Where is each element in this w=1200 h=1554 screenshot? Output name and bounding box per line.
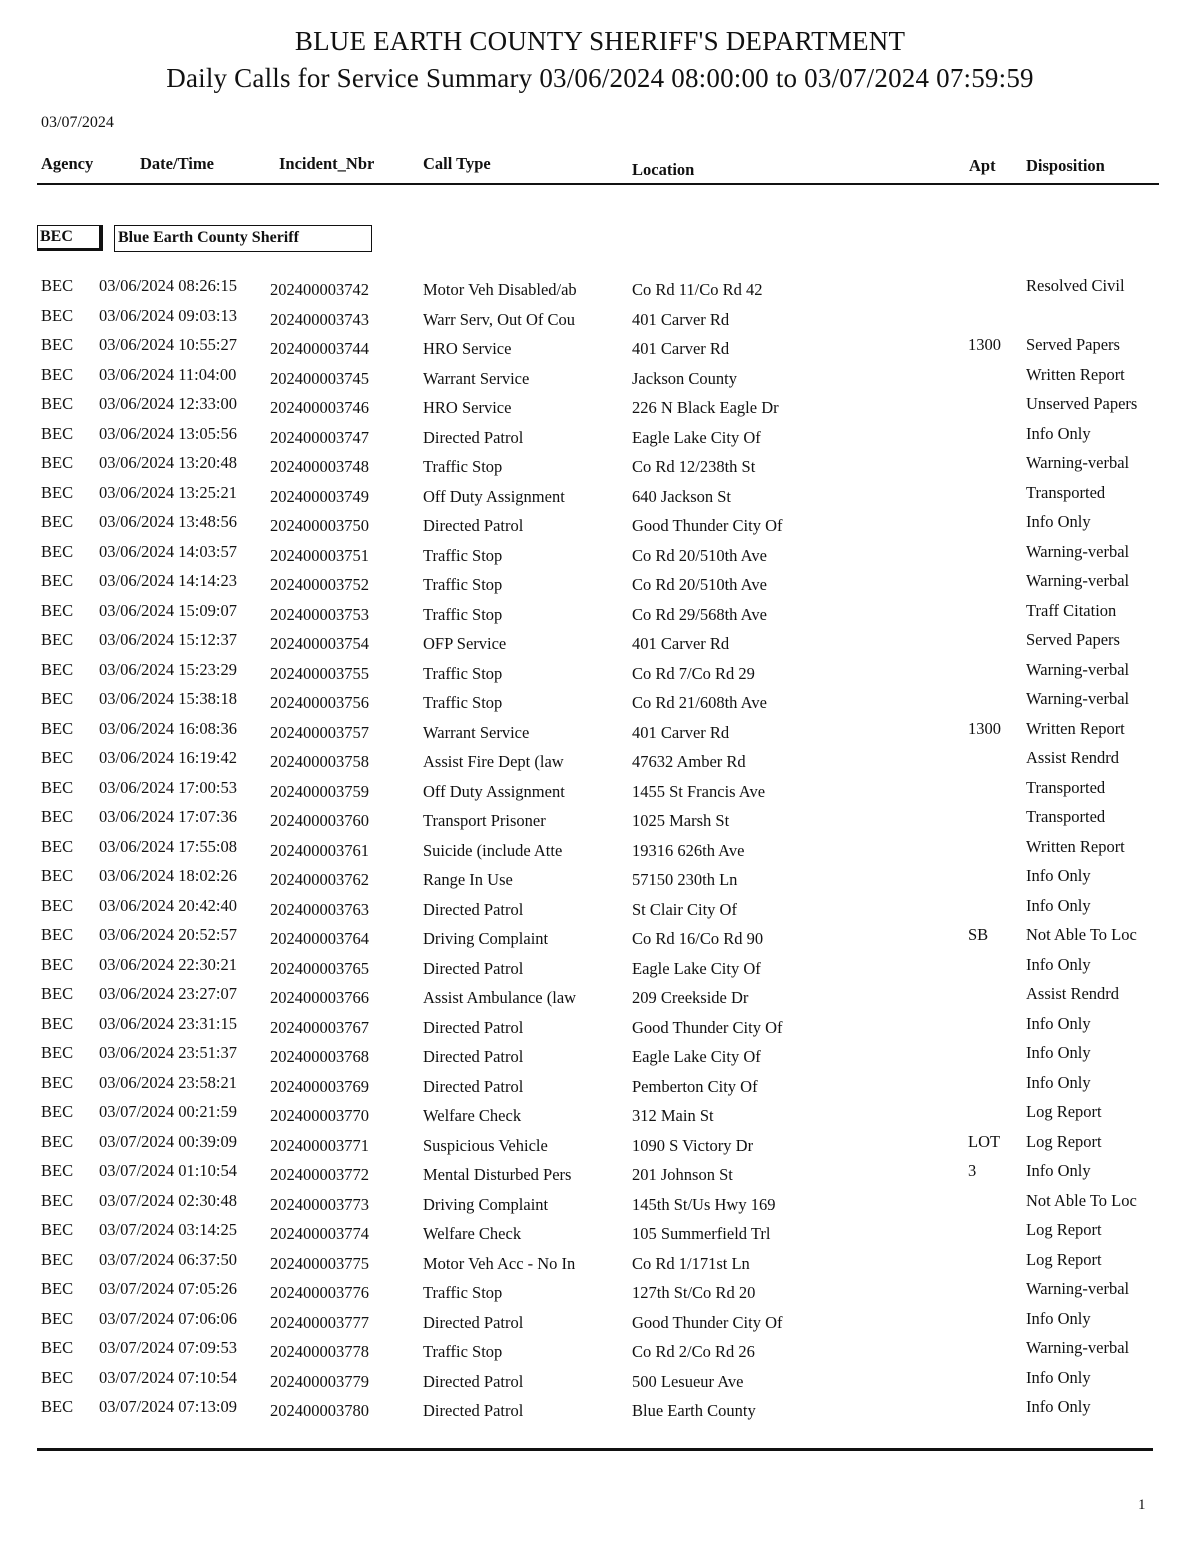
cell-disposition: Warning-verbal [1026,541,1130,561]
cell-disposition: Log Report [1026,1131,1102,1151]
cell-datetime: 03/06/2024 22:30:21 [99,954,237,974]
cell-agency: BEC [41,541,74,561]
cell-call-type: Directed Patrol [423,427,524,447]
cell-agency: BEC [41,1013,74,1033]
cell-location: 640 Jackson St [632,486,731,506]
cell-agency: BEC [41,364,74,384]
cell-call-type: Off Duty Assignment [423,781,565,801]
cell-datetime: 03/06/2024 17:55:08 [99,836,237,856]
cell-call-type: Assist Fire Dept (law [423,752,564,771]
table-row [0,1309,1200,1338]
cell-location: 500 Lesueur Ave [632,1371,744,1391]
cell-agency: BEC [41,600,74,620]
cell-agency: BEC [41,925,74,944]
table-row [0,512,1200,541]
cell-call-type: Traffic Stop [423,575,503,594]
column-header-location: Location [632,160,695,179]
table-row [0,276,1200,305]
cell-agency: BEC [41,836,74,856]
cell-datetime: 03/07/2024 00:39:09 [99,1131,237,1151]
cell-datetime: 03/07/2024 06:37:50 [99,1249,237,1269]
cell-disposition: Info Only [1026,1397,1091,1416]
cell-incident: 202400003775 [270,1253,369,1273]
cell-disposition: Unserved Papers [1026,394,1138,413]
cell-disposition: Not Able To Loc [1026,925,1137,944]
cell-agency: BEC [41,1249,74,1269]
cell-call-type: Traffic Stop [423,545,503,565]
cell-disposition: Written Report [1026,836,1125,856]
cell-disposition: Warning-verbal [1026,659,1130,679]
cell-datetime: 03/07/2024 07:10:54 [99,1367,237,1387]
cell-agency: BEC [41,1072,74,1092]
cell-call-type: Directed Patrol [423,899,524,919]
table-row [0,837,1200,866]
table-row [0,571,1200,600]
table-row [0,630,1200,659]
table-row [0,660,1200,689]
cell-datetime: 03/06/2024 12:33:00 [99,394,237,413]
cell-location: 1090 S Victory Dr [632,1135,754,1155]
cell-agency: BEC [41,895,74,915]
table-row [0,424,1200,453]
cell-datetime: 03/07/2024 07:09:53 [99,1338,237,1357]
cell-datetime: 03/06/2024 15:38:18 [99,689,237,708]
cell-apt: 1300 [968,335,1001,354]
cell-location: St Clair City Of [632,899,737,919]
cell-location: 57150 230th Ln [632,870,738,889]
cell-incident: 202400003754 [270,634,369,653]
cell-incident: 202400003751 [270,545,369,565]
cell-datetime: 03/07/2024 07:13:09 [99,1397,237,1416]
column-header-disposition: Disposition [1026,156,1105,175]
cell-incident: 202400003774 [270,1224,369,1243]
cell-incident: 202400003750 [270,516,369,535]
table-row [0,1279,1200,1308]
cell-incident: 202400003758 [270,752,369,771]
table-row [0,925,1200,954]
cell-disposition: Info Only [1026,1043,1091,1062]
cell-datetime: 03/06/2024 13:25:21 [99,482,237,502]
cell-agency: BEC [41,807,74,826]
cell-call-type: Driving Complaint [423,929,549,948]
cell-datetime: 03/07/2024 02:30:48 [99,1190,237,1210]
cell-disposition: Info Only [1026,866,1091,885]
table-row [0,984,1200,1013]
column-header-call-type: Call Type [423,154,491,173]
cell-call-type: Traffic Stop [423,693,503,712]
cell-disposition: Log Report [1026,1249,1102,1269]
cell-incident: 202400003773 [270,1194,369,1214]
report-title: BLUE EARTH COUNTY SHERIFF'S DEPARTMENT [294,26,906,56]
cell-agency: BEC [41,512,74,531]
cell-datetime: 03/06/2024 23:51:37 [99,1043,237,1062]
cell-disposition: Info Only [1026,1072,1091,1092]
cell-incident: 202400003748 [270,457,369,476]
table-row [0,1250,1200,1279]
cell-datetime: 03/06/2024 20:52:57 [99,925,237,944]
cell-disposition: Not Able To Loc [1026,1190,1137,1210]
column-header-incident: Incident_Nbr [279,154,375,173]
cell-datetime: 03/06/2024 13:20:48 [99,453,237,472]
cell-location: 401 Carver Rd [632,339,730,358]
cell-incident: 202400003771 [270,1135,369,1155]
footer-divider [37,1448,1153,1451]
cell-datetime: 03/06/2024 20:42:40 [99,895,237,915]
cell-incident: 202400003755 [270,663,369,683]
cell-datetime: 03/06/2024 23:58:21 [99,1072,237,1092]
cell-incident: 202400003746 [270,398,369,417]
cell-datetime: 03/06/2024 15:12:37 [99,630,237,649]
cell-apt: SB [968,925,989,944]
cell-location: Co Rd 21/608th Ave [632,693,767,712]
cell-disposition: Info Only [1026,423,1091,443]
cell-location: Co Rd 29/568th Ave [632,604,767,624]
cell-disposition: Served Papers [1026,630,1120,649]
cell-location: Co Rd 16/Co Rd 90 [632,929,764,948]
cell-incident: 202400003770 [270,1106,369,1125]
cell-datetime: 03/06/2024 11:04:00 [99,364,237,384]
cell-call-type: Directed Patrol [423,1047,524,1066]
table-row [0,1220,1200,1249]
cell-call-type: Directed Patrol [423,516,524,535]
cell-location: 19316 626th Ave [632,840,745,860]
cell-datetime: 03/06/2024 23:27:07 [99,984,237,1003]
cell-location: 209 Creekside Dr [632,988,749,1007]
cell-location: 47632 Amber Rd [632,752,746,771]
cell-location: 401 Carver Rd [632,309,730,329]
column-header-apt: Apt [969,156,996,175]
cell-location: 105 Summerfield Trl [632,1224,771,1243]
cell-call-type: Directed Patrol [423,1371,524,1391]
cell-datetime: 03/07/2024 03:14:25 [99,1220,237,1239]
cell-agency: BEC [41,1102,74,1121]
cell-agency: BEC [41,866,74,885]
table-row [0,866,1200,895]
cell-incident: 202400003756 [270,693,369,712]
cell-agency: BEC [41,305,74,325]
cell-incident: 202400003744 [270,339,369,358]
cell-agency: BEC [41,1190,74,1210]
cell-incident: 202400003769 [270,1076,369,1096]
cell-agency: BEC [41,571,74,590]
cell-call-type: Range In Use [423,870,513,889]
cell-incident: 202400003760 [270,811,369,830]
cell-agency: BEC [41,748,74,767]
cell-incident: 202400003768 [270,1047,369,1066]
cell-location: Eagle Lake City Of [632,958,761,978]
cell-incident: 202400003757 [270,722,369,742]
cell-incident: 202400003780 [270,1401,369,1420]
cell-agency: BEC [41,630,74,649]
cell-incident: 202400003753 [270,604,369,624]
cell-disposition: Log Report [1026,1102,1102,1121]
cell-location: Co Rd 12/238th St [632,457,756,476]
table-row [0,1132,1200,1161]
cell-location: Blue Earth County [632,1401,756,1420]
cell-call-type: Driving Complaint [423,1194,549,1214]
table-row [0,1102,1200,1131]
table-row [0,1397,1200,1426]
cell-call-type: Directed Patrol [423,1076,524,1096]
cell-disposition: Warning-verbal [1026,1338,1130,1357]
cell-location: Good Thunder City Of [632,1017,783,1037]
cell-disposition: Warning-verbal [1026,453,1130,472]
cell-call-type: Traffic Stop [423,1342,503,1361]
table-row [0,1073,1200,1102]
cell-disposition: Info Only [1026,512,1091,531]
cell-call-type: Warr Serv, Out Of Cou [423,309,576,329]
cell-incident: 202400003765 [270,958,369,978]
cell-location: 1025 Marsh St [632,811,730,830]
cell-agency: BEC [41,276,74,295]
cell-incident: 202400003742 [270,280,369,299]
cell-agency: BEC [41,984,74,1003]
cell-agency: BEC [41,1131,74,1151]
cell-call-type: Motor Veh Disabled/ab [423,280,577,299]
cell-call-type: HRO Service [423,398,512,417]
cell-location: Jackson County [632,368,737,388]
cell-call-type: Motor Veh Acc - No In [423,1253,576,1273]
cell-agency: BEC [41,1397,74,1416]
cell-call-type: Directed Patrol [423,1401,524,1420]
cell-location: 401 Carver Rd [632,634,730,653]
table-row [0,394,1200,423]
cell-disposition: Log Report [1026,1220,1102,1239]
page-number: 1 [1138,1497,1146,1513]
cell-call-type: Directed Patrol [423,958,524,978]
cell-disposition: Info Only [1026,1013,1091,1033]
cell-disposition: Info Only [1026,1161,1091,1180]
cell-location: 312 Main St [632,1106,714,1125]
cell-call-type: Warrant Service [423,722,530,742]
cell-location: Co Rd 20/510th Ave [632,545,767,565]
cell-datetime: 03/06/2024 15:09:07 [99,600,237,620]
cell-datetime: 03/07/2024 07:05:26 [99,1279,237,1298]
cell-agency: BEC [41,689,74,708]
cell-disposition: Info Only [1026,895,1091,915]
cell-call-type: Suicide (include Atte [423,840,563,860]
table-row [0,1338,1200,1367]
cell-datetime: 03/06/2024 13:48:56 [99,512,237,531]
cell-call-type: Traffic Stop [423,1283,503,1302]
cell-incident: 202400003745 [270,368,369,388]
table-row [0,955,1200,984]
cell-agency: BEC [41,718,74,738]
cell-agency: BEC [41,394,74,413]
cell-datetime: 03/06/2024 17:00:53 [99,777,237,797]
cell-agency: BEC [41,954,74,974]
cell-location: 1455 St Francis Ave [632,781,766,801]
header-divider [37,183,1159,185]
cell-disposition: Assist Rendrd [1026,748,1120,767]
cell-incident: 202400003766 [270,988,369,1007]
cell-incident: 202400003777 [270,1312,369,1332]
cell-location: Good Thunder City Of [632,516,783,535]
cell-incident: 202400003764 [270,929,369,948]
cell-call-type: Off Duty Assignment [423,486,565,506]
column-header-datetime: Date/Time [140,154,214,173]
cell-datetime: 03/06/2024 23:31:15 [99,1013,237,1033]
table-row [0,1191,1200,1220]
table-row [0,601,1200,630]
cell-datetime: 03/06/2024 16:08:36 [99,718,237,738]
cell-incident: 202400003763 [270,899,369,919]
cell-agency: BEC [41,1161,74,1180]
cell-datetime: 03/07/2024 07:06:06 [99,1308,237,1328]
print-date: 03/07/2024 [41,114,114,131]
cell-incident: 202400003759 [270,781,369,801]
table-row [0,453,1200,482]
cell-call-type: Directed Patrol [423,1312,524,1332]
cell-datetime: 03/06/2024 13:05:56 [99,423,237,443]
cell-disposition: Transported [1026,807,1106,826]
cell-incident: 202400003778 [270,1342,369,1361]
cell-agency: BEC [41,659,74,679]
cell-location: Eagle Lake City Of [632,427,761,447]
cell-call-type: OFP Service [423,634,507,653]
cell-location: Co Rd 11/Co Rd 42 [632,280,763,299]
cell-disposition: Served Papers [1026,335,1120,354]
cell-disposition: Warning-verbal [1026,689,1130,708]
table-row [0,1368,1200,1397]
table-row [0,306,1200,335]
cell-incident: 202400003779 [270,1371,369,1391]
cell-location: 145th St/Us Hwy 169 [632,1194,776,1214]
cell-datetime: 03/06/2024 09:03:13 [99,305,237,325]
cell-incident: 202400003761 [270,840,369,860]
cell-agency: BEC [41,777,74,797]
cell-call-type: Transport Prisoner [423,811,546,830]
agency-name-box: Blue Earth County Sheriff [114,225,372,252]
cell-incident: 202400003749 [270,486,369,506]
cell-call-type: Warrant Service [423,368,530,388]
table-row [0,1161,1200,1190]
table-row [0,896,1200,925]
table-row [0,1014,1200,1043]
cell-incident: 202400003767 [270,1017,369,1037]
cell-location: Pemberton City Of [632,1076,758,1096]
cell-disposition: Transported [1026,777,1106,797]
cell-apt: 3 [968,1161,977,1180]
column-header-agency: Agency [41,154,94,173]
table-row [0,807,1200,836]
cell-call-type: Welfare Check [423,1106,522,1125]
cell-agency: BEC [41,453,74,472]
cell-disposition: Resolved Civil [1026,276,1125,295]
cell-location: Good Thunder City Of [632,1312,783,1332]
cell-disposition: Info Only [1026,1308,1091,1328]
cell-datetime: 03/06/2024 08:26:15 [99,276,237,295]
cell-datetime: 03/06/2024 18:02:26 [99,866,237,885]
cell-incident: 202400003772 [270,1165,369,1184]
cell-location: Co Rd 7/Co Rd 29 [632,663,755,683]
cell-disposition: Warning-verbal [1026,1279,1130,1298]
table-row [0,719,1200,748]
cell-datetime: 03/06/2024 14:14:23 [99,571,237,590]
cell-incident: 202400003752 [270,575,369,594]
cell-disposition: Transported [1026,482,1106,502]
table-row [0,778,1200,807]
table-row [0,689,1200,718]
table-row [0,748,1200,777]
cell-agency: BEC [41,1367,74,1387]
cell-agency: BEC [41,1279,74,1298]
cell-agency: BEC [41,335,74,354]
cell-disposition: Assist Rendrd [1026,984,1120,1003]
cell-location: Co Rd 2/Co Rd 26 [632,1342,755,1361]
cell-incident: 202400003762 [270,870,369,889]
cell-agency: BEC [41,1043,74,1062]
cell-incident: 202400003743 [270,309,369,329]
cell-call-type: Traffic Stop [423,457,503,476]
cell-datetime: 03/06/2024 16:19:42 [99,748,237,767]
cell-agency: BEC [41,482,74,502]
cell-apt: LOT [968,1131,1001,1151]
cell-agency: BEC [41,1338,74,1357]
cell-location: 226 N Black Eagle Dr [632,398,779,417]
cell-datetime: 03/06/2024 10:55:27 [99,335,237,354]
cell-agency: BEC [41,1220,74,1239]
table-row [0,365,1200,394]
cell-datetime: 03/06/2024 14:03:57 [99,541,237,561]
cell-location: Eagle Lake City Of [632,1047,761,1066]
table-row [0,542,1200,571]
cell-call-type: HRO Service [423,339,512,358]
cell-call-type: Traffic Stop [423,604,503,624]
cell-agency: BEC [41,1308,74,1328]
agency-code-box: BEC [37,225,103,251]
cell-call-type: Assist Ambulance (law [423,988,577,1007]
cell-disposition: Written Report [1026,718,1125,738]
cell-disposition: Warning-verbal [1026,571,1130,590]
cell-location: Co Rd 20/510th Ave [632,575,767,594]
cell-call-type: Directed Patrol [423,1017,524,1037]
cell-call-type: Traffic Stop [423,663,503,683]
cell-apt: 1300 [968,718,1001,738]
cell-incident: 202400003747 [270,427,369,447]
report-subtitle: Daily Calls for Service Summary 03/06/2024 08:00:00 to 03/07/2024 07:59:59 [166,63,1034,93]
cell-disposition: Info Only [1026,954,1091,974]
table-row [0,483,1200,512]
cell-disposition: Traff Citation [1026,600,1117,620]
cell-location: 127th St/Co Rd 20 [632,1283,756,1302]
table-row [0,335,1200,364]
cell-location: Co Rd 1/171st Ln [632,1253,750,1273]
cell-call-type: Mental Disturbed Pers [423,1165,572,1184]
cell-call-type: Suspicious Vehicle [423,1135,548,1155]
cell-datetime: 03/07/2024 01:10:54 [99,1161,237,1180]
cell-datetime: 03/07/2024 00:21:59 [99,1102,237,1121]
cell-disposition: Written Report [1026,364,1125,384]
cell-incident: 202400003776 [270,1283,369,1302]
table-row [0,1043,1200,1072]
cell-location: 401 Carver Rd [632,722,730,742]
cell-agency: BEC [41,423,74,443]
cell-datetime: 03/06/2024 15:23:29 [99,659,237,679]
cell-disposition: Info Only [1026,1367,1091,1387]
cell-datetime: 03/06/2024 17:07:36 [99,807,237,826]
cell-location: 201 Johnson St [632,1165,733,1184]
cell-call-type: Welfare Check [423,1224,522,1243]
